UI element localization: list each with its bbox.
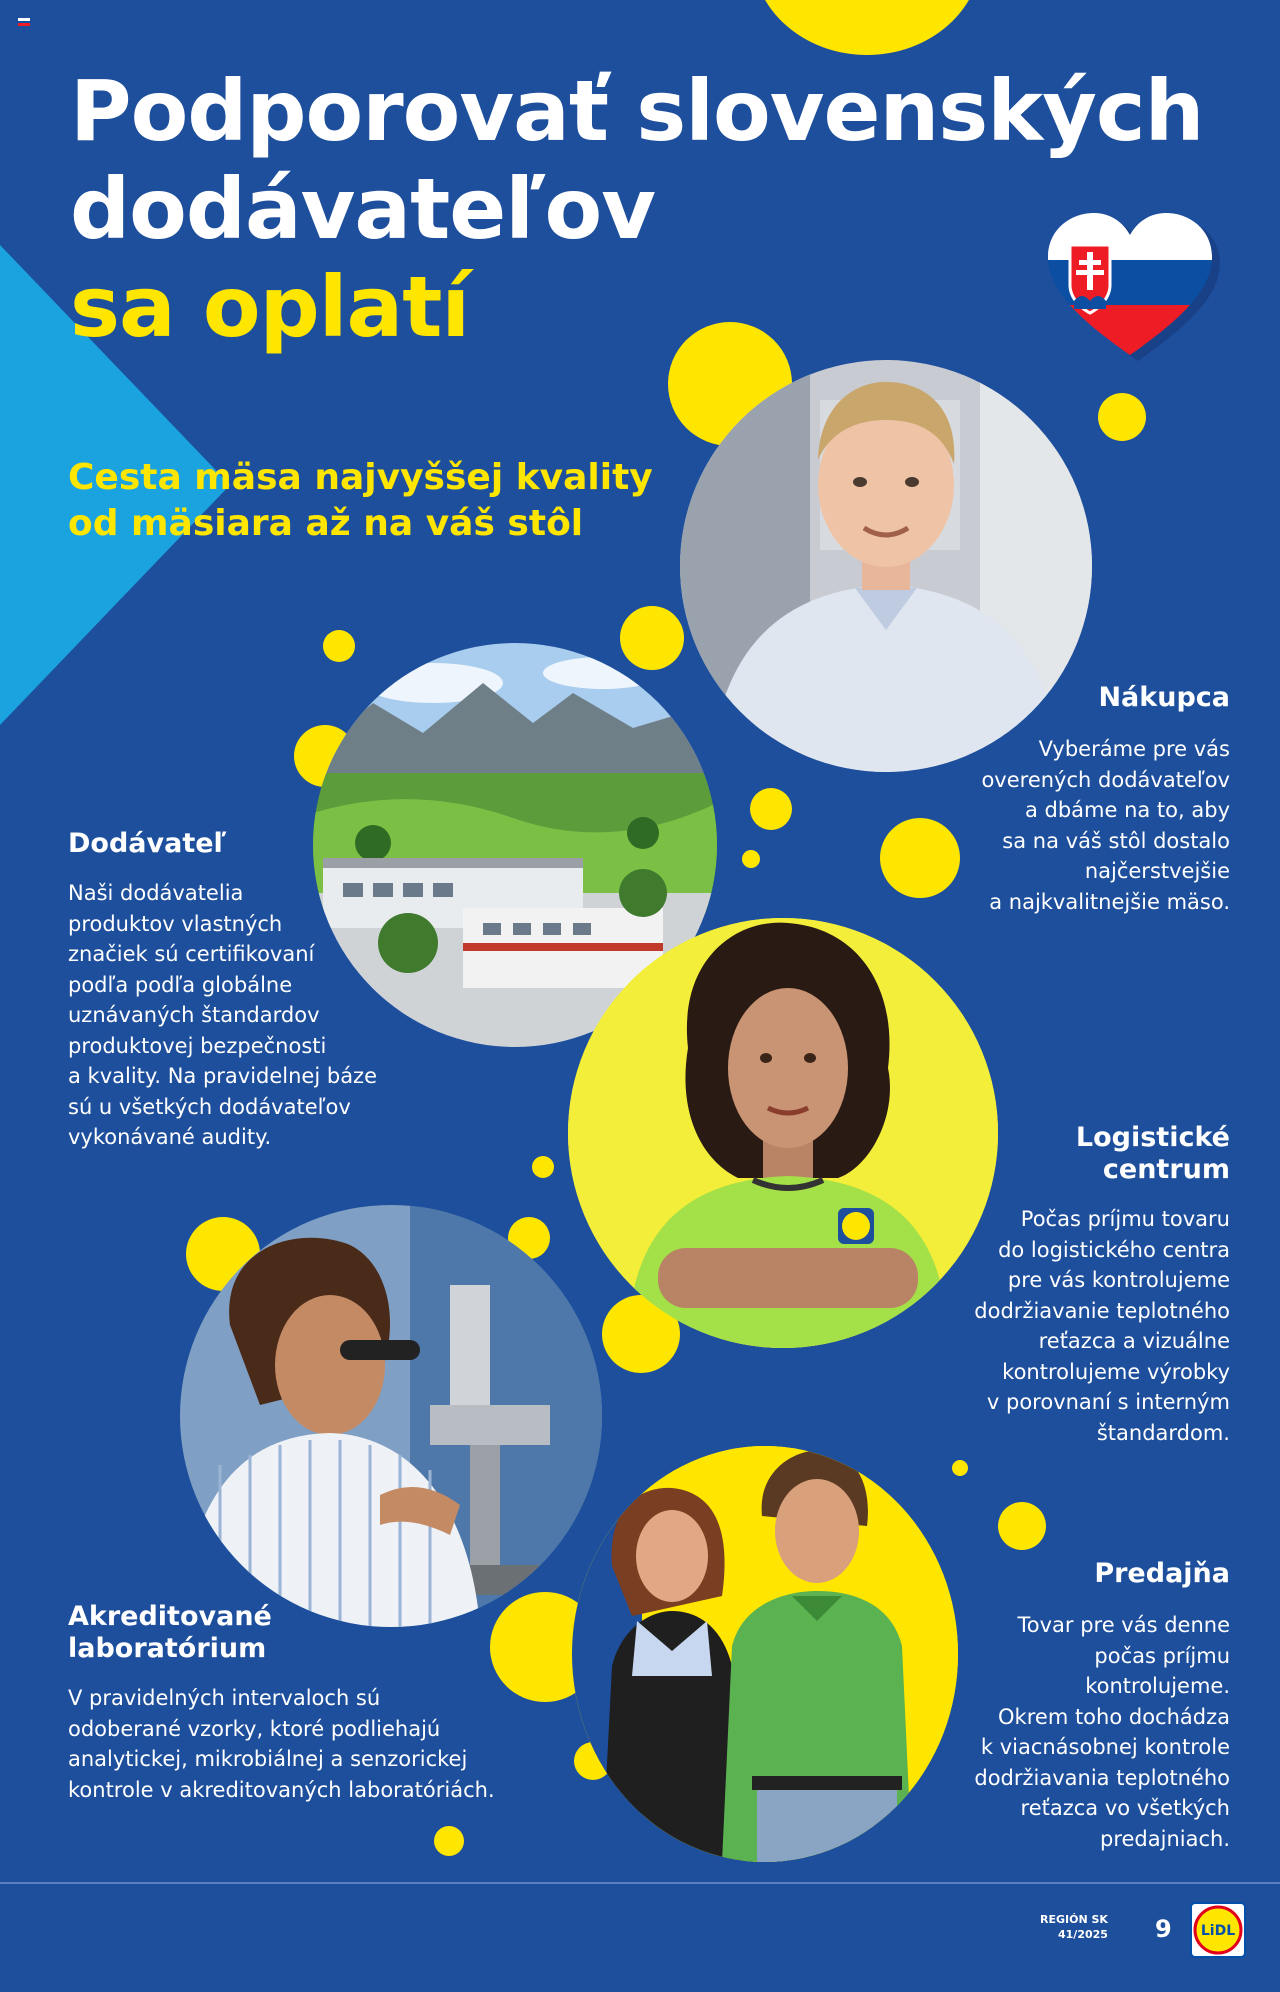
decorative-dot [1098, 393, 1146, 441]
page-number: 9 [1155, 1915, 1172, 1943]
text-line: odoberané vzorky, ktoré podliehajú [68, 1716, 441, 1741]
section-title: Nákupca [1098, 682, 1230, 713]
section-title [68, 1601, 495, 1665]
logo-text: LiDL [1200, 1923, 1236, 1939]
text-line: produktov vlastných [68, 911, 283, 936]
text-line: a kvality. Na pravidelnej báze [68, 1064, 378, 1088]
text-line: podľa podľa globálne [68, 972, 293, 997]
section-title: Predajňa [1094, 1558, 1230, 1589]
decorative-dot [880, 818, 960, 898]
section-buyer [981, 682, 1230, 917]
section-title [974, 1122, 1230, 1186]
title-line-highlight: sa oplatí [70, 258, 470, 356]
logistics-worker-photo [568, 918, 998, 1348]
text-line: k viacnásobnej kontrole [980, 1735, 1230, 1759]
decorative-dot [952, 1460, 968, 1476]
text-line: dodržiavanie teplotného [974, 1298, 1230, 1323]
section-store [974, 1558, 1230, 1854]
text-line: do logistického centra [998, 1237, 1230, 1262]
text-line: štandardom. [1096, 1420, 1230, 1445]
section-title: Dodávateľ [68, 828, 227, 859]
text-line: Vyberáme pre vás [1038, 737, 1230, 761]
section-laboratory [68, 1601, 495, 1805]
section-text [68, 1683, 495, 1805]
decorative-dot [620, 606, 684, 670]
section-text [68, 878, 377, 1153]
flag-icon [18, 18, 30, 26]
title-line: centrum [1102, 1154, 1230, 1185]
decorative-dot [434, 1826, 464, 1856]
issue-label: 41/2025 [1058, 1928, 1108, 1941]
laboratory-photo [180, 1205, 602, 1627]
text-line: reťazca a vizuálne [1038, 1329, 1230, 1353]
text-line: kontrole v akreditovaných laboratóriách. [68, 1777, 495, 1802]
title-line: Akreditované [68, 1601, 272, 1632]
title-line: Logistické [1075, 1122, 1230, 1153]
subtitle [68, 455, 653, 547]
text-line: Počas príjmu tovaru [1020, 1207, 1230, 1231]
footer-region [1040, 1912, 1108, 1942]
text-line: Okrem toho dochádza [998, 1704, 1230, 1729]
text-line: vykonávané audity. [68, 1125, 272, 1149]
subtitle-line: od mäsiara až na váš stôl [68, 503, 584, 544]
text-line: sa na váš stôl dostalo [1002, 828, 1230, 853]
text-line: kontrolujeme výrobky [1002, 1359, 1230, 1384]
subtitle-line: Cesta mäsa najvyššej kvality [68, 457, 653, 498]
text-line: V pravidelných intervaloch sú [68, 1686, 381, 1710]
region-label: REGIÓN SK [1040, 1913, 1108, 1926]
text-line: a najkvalitnejšie mäso. [989, 889, 1230, 914]
decorative-dot [750, 788, 792, 830]
section-supplier [68, 828, 377, 1153]
text-line: sú u všetkých dodávateľov [68, 1094, 351, 1119]
title-line: Podporovať slovenských [70, 62, 1204, 160]
section-text [974, 1610, 1230, 1854]
decorative-dot [323, 630, 355, 662]
decorative-dot [998, 1502, 1046, 1550]
decorative-dot [742, 850, 760, 868]
text-line: kontrolujeme. [1085, 1674, 1230, 1698]
text-line: produktovej bezpečnosti [68, 1033, 327, 1058]
footer-divider [0, 1882, 1280, 1884]
page-title [70, 62, 1203, 356]
text-line: predajniach. [1100, 1826, 1230, 1851]
text-line: uznávaných štandardov [68, 1003, 320, 1027]
text-line: najčerstvejšie [1084, 859, 1230, 883]
store-staff-photo [572, 1446, 958, 1862]
decorative-dot [532, 1156, 554, 1178]
text-line: značiek sú certifikovaní [68, 942, 315, 966]
text-line: overených dodávateľov [981, 767, 1230, 792]
text-line: Naši dodávatelia [68, 881, 244, 905]
text-line: analytickej, mikrobiálnej a senzorickej [68, 1747, 468, 1771]
text-line: dodržiavania teplotného [974, 1765, 1230, 1790]
title-line: laboratórium [68, 1633, 267, 1664]
title-line: dodávateľov [70, 160, 655, 258]
text-line: počas príjmu [1094, 1643, 1230, 1668]
text-line: a dbáme na to, aby [1024, 798, 1230, 822]
text-line: pre vás kontrolujeme [1007, 1268, 1230, 1292]
section-text [981, 734, 1230, 917]
section-text [974, 1204, 1230, 1448]
text-line: v porovnaní s interným [986, 1390, 1230, 1414]
decorative-yellow-circle [752, 0, 982, 55]
lidl-logo-icon [1190, 1902, 1246, 1958]
text-line: reťazca vo všetkých [1020, 1796, 1230, 1820]
section-logistics [974, 1122, 1230, 1448]
slovak-flag-heart-icon [1040, 205, 1220, 365]
text-line: Tovar pre vás denne [1017, 1613, 1230, 1637]
